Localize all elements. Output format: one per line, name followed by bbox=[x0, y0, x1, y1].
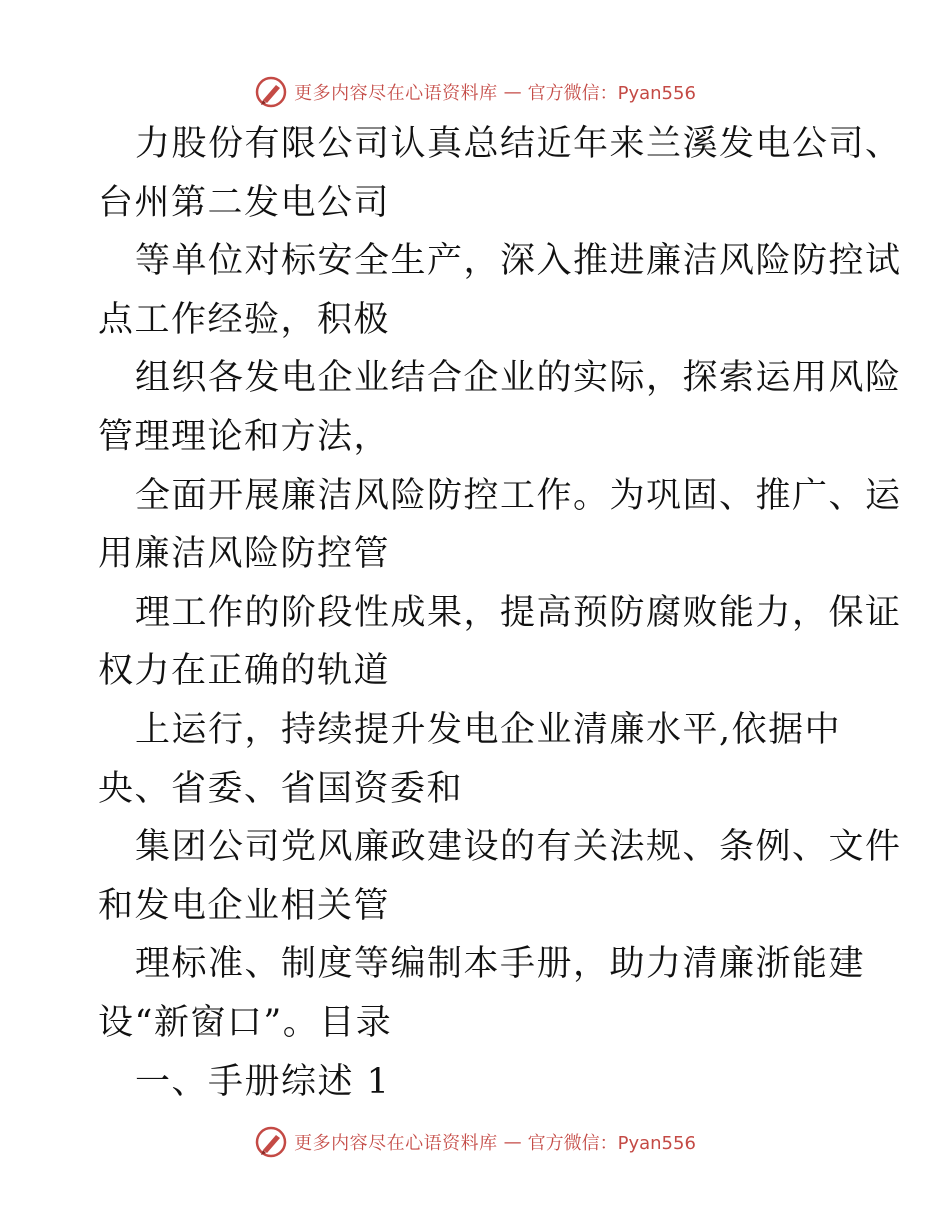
text-line: 用廉洁风险防控管 bbox=[98, 534, 391, 575]
text-line: 力股份有限公司认真总结近年来兰溪发电公司、 bbox=[135, 124, 902, 164]
watermark-footer bbox=[0, 1122, 950, 1162]
text-line: 一、手册综述 1 bbox=[135, 1061, 391, 1102]
text-line: 央、省委、省国资委和 bbox=[98, 768, 464, 809]
text-line: 等单位对标安全生产，深入推进廉洁风险防控试 bbox=[135, 241, 902, 282]
text-line: 组织各发电企业结合企业的实际，探索运用风险 bbox=[135, 358, 902, 399]
text-line: 上运行，持续提升发电企业清廉水平,依据中 bbox=[135, 709, 842, 750]
text-line: 管理理论和方法， bbox=[98, 416, 391, 457]
watermark-dash: — bbox=[503, 81, 522, 103]
text-line: 全面开展廉洁风险防控工作。为巩固、推广、运 bbox=[135, 475, 902, 516]
text-line: 台州第二发电公司 bbox=[98, 182, 391, 223]
text-line: 和发电企业相关管 bbox=[98, 885, 391, 926]
watermark-wechat-text: 官方微信：Pyan556 bbox=[527, 1133, 696, 1154]
text-line: 集团公司党风廉政建设的有关法规、条例、文件 bbox=[135, 827, 902, 868]
text-line: 理标准、制度等编制本手册，助力清廉浙能建 bbox=[135, 944, 866, 985]
watermark-header bbox=[0, 72, 950, 112]
watermark-main-text: 更多内容尽在心语资料库 bbox=[294, 83, 498, 104]
watermark-wechat-text: 官方微信：Pyan556 bbox=[527, 83, 696, 104]
text-line: 点工作经验，积极 bbox=[98, 299, 391, 340]
pen-logo-icon bbox=[254, 1125, 288, 1159]
pen-logo-icon bbox=[254, 75, 288, 109]
watermark-dash: — bbox=[503, 1131, 522, 1153]
watermark-main-text: 更多内容尽在心语资料库 bbox=[294, 1133, 498, 1154]
document-body bbox=[98, 115, 902, 1111]
text-line: 权力在正确的轨道 bbox=[98, 651, 391, 692]
text-line: 理工作的阶段性成果，提高预防腐败能力，保证 bbox=[135, 592, 902, 633]
text-line: 设“新窗口”。目录 bbox=[98, 1002, 393, 1043]
